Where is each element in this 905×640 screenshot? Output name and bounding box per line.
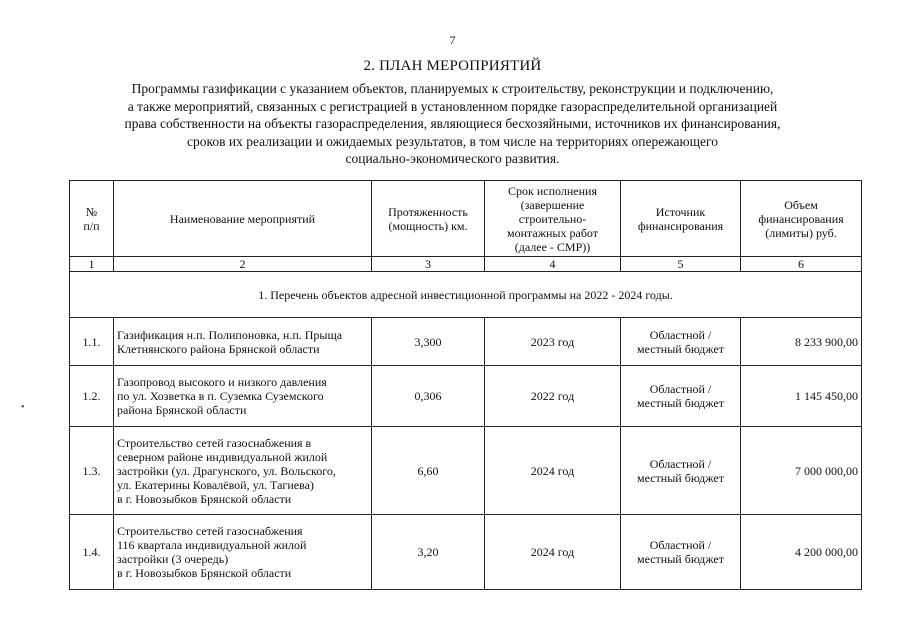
row-name: Газификация н.п. Полипоновка, н.п. Прыща Клетнянского района Брянской области [114,318,372,366]
header-cell-length: Протяженность (мощность) км. [372,181,485,257]
column-number-row [70,257,862,272]
intro-line: социально-экономического развития. [345,151,560,166]
column-number: 5 [621,257,741,272]
row-amount: 7 000 000,00 [741,427,862,515]
intro-paragraph [60,80,845,168]
row-number: 1.2. [70,366,114,427]
row-name: Газопровод высокого и низкого давления по ул. Хозветка в п. Суземка Суземского района Брянской области [114,366,372,427]
row-number: 1.3. [70,427,114,515]
row-term: 2024 год [485,427,621,515]
row-number: 1.4. [70,515,114,590]
page-number: 7 [449,33,456,47]
scan-mark: • [21,402,25,413]
table-row [70,366,862,427]
intro-line: сроков их реализации и ожидаемых результатов, в том числе на территориях опережающего [187,133,718,149]
row-amount: 8 233 900,00 [741,318,862,366]
section-title: 1. Перечень объектов адресной инвестиционной программы на 2022 - 2024 годы. [70,272,862,318]
table-row [70,427,862,515]
row-length: 3,20 [372,515,485,590]
column-number: 2 [114,257,372,272]
row-term: 2022 год [485,366,621,427]
section-row [70,272,862,318]
table-row [70,515,862,590]
plan-table [69,180,862,590]
row-length: 3,300 [372,318,485,366]
row-source: Областной / местный бюджет [621,318,741,366]
intro-line: права собственности на объекты газораспределения, являющиеся бесхозяйными, источников их финансирования, [124,116,781,131]
row-source: Областной / местный бюджет [621,427,741,515]
column-number: 3 [372,257,485,272]
header-cell-term: Срок исполнения (завершение строительно- монтажных работ (далее - СМР)) [485,181,621,257]
column-number: 6 [741,257,862,272]
header-row [70,181,862,257]
page-heading: 2. ПЛАН МЕРОПРИЯТИЙ [363,58,542,74]
intro-line: а также мероприятий, связанных с регистрацией в установленном порядке газораспределительной организацией [127,98,778,114]
row-name: Строительство сетей газоснабжения 116 квартала индивидуальной жилой застройки (3 очередь) в г. Новозыбков Брянской области [114,515,372,590]
column-number: 1 [70,257,114,272]
column-number: 4 [485,257,621,272]
header-cell-number: № п/п [70,181,114,257]
row-amount: 4 200 000,00 [741,515,862,590]
header-cell-amount: Объем финансирования (лимиты) руб. [741,181,862,257]
row-length: 6,60 [372,427,485,515]
row-source: Областной / местный бюджет [621,366,741,427]
row-term: 2024 год [485,515,621,590]
row-number: 1.1. [70,318,114,366]
intro-line: Программы газификации с указанием объектов, планируемых к строительству, реконструкции и подключению, [131,81,774,96]
header-cell-name: Наименование мероприятий [114,181,372,257]
row-term: 2023 год [485,318,621,366]
row-length: 0,306 [372,366,485,427]
row-source: Областной / местный бюджет [621,515,741,590]
row-name: Строительство сетей газоснабжения в северном районе индивидуальной жилой застройки (ул. Драгунского, ул. Вольского, ул. Екатерины Ковалёвой, ул. Тагиева) в г. Новозыбков Брянской области [114,427,372,515]
header-cell-source: Источник финансирования [621,181,741,257]
row-amount: 1 145 450,00 [741,366,862,427]
table-row [70,318,862,366]
